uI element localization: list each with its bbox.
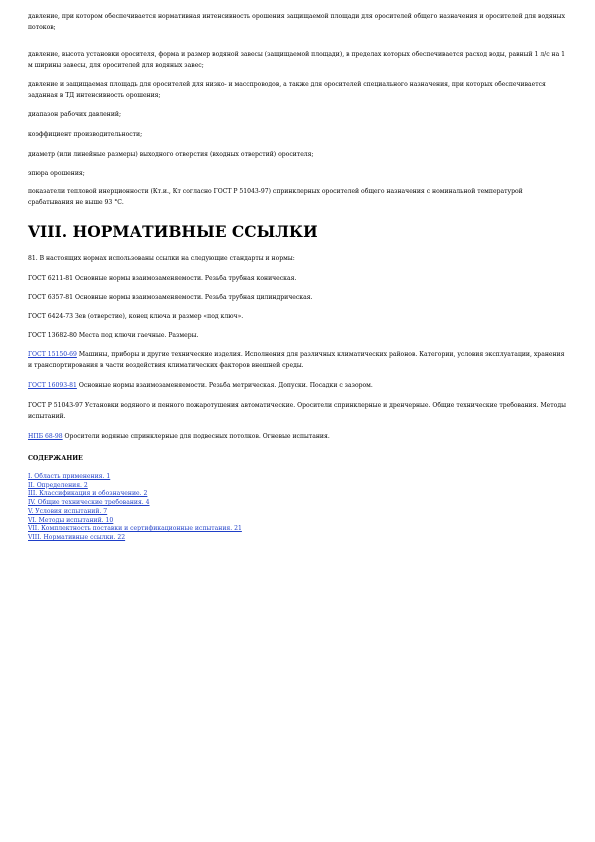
- reference-text: Машины, приборы и другие технические изделия. Исполнения для различных климатических районов. Категории, условия эксплуатации, хранения и транспортирования в части воздействия климатических факторов внешней среды.: [28, 351, 565, 369]
- definition-paragraph: диапазон рабочих давлений;: [28, 111, 121, 118]
- reference-link[interactable]: НПБ 68-98: [28, 433, 63, 440]
- toc-title: СОДЕРЖАНИЕ: [28, 455, 83, 462]
- reference-item: ГОСТ 13682-80 Места под ключи гаечные. Размеры.: [28, 332, 199, 339]
- toc-link[interactable]: II. Определения. 2: [28, 481, 88, 489]
- reference-item: ГОСТ 6357-81 Основные нормы взаимозаменяемости. Резьба трубная цилиндрическая.: [28, 294, 313, 301]
- toc-link[interactable]: V. Условия испытаний. 7: [28, 507, 108, 515]
- toc-link[interactable]: VI. Методы испытаний. 10: [28, 516, 114, 524]
- reference-item: ГОСТ 6211-81 Основные нормы взаимозаменяемости. Резьба трубная коническая.: [28, 275, 297, 282]
- reference-text: Оросители водяные спринклерные для подвесных потолков. Огневые испытания.: [62, 433, 330, 440]
- definition-paragraph: давление и защищаемая площадь для оросителей для низко- и масспроводов, а также для оросителей специального назначения, при которых обеспечивается заданная в ТД интенсивность орошения;: [28, 81, 546, 99]
- toc-link[interactable]: III. Классификация и обозначение. 2: [28, 490, 148, 498]
- references-intro: 81. В настоящих нормах использованы ссылки на следующие стандарты и нормы:: [28, 255, 295, 262]
- toc-link[interactable]: VIII. Нормативные ссылки. 22: [28, 533, 126, 541]
- definition-paragraph: эпюра орошения;: [28, 170, 85, 177]
- reference-link[interactable]: ГОСТ 15150-69: [28, 351, 77, 358]
- reference-item: ГОСТ Р 51043-97 Установки водяного и пенного пожаротушения автоматические. Оросители спринклерные и дренчерные. Общие технические требования. Методы испытаний.: [28, 402, 566, 420]
- definition-paragraph: давление, высота установки оросителя, форма и размер водяной завесы (защищаемой площади), в пределах которых обеспечивается расход воды, равный 1 л/с на 1 м ширины завесы, для оросителей для водяных завес;: [28, 51, 566, 69]
- reference-link[interactable]: ГОСТ 16093-81: [28, 382, 77, 389]
- section-heading: VIII. НОРМАТИВНЫЕ ССЫЛКИ: [28, 222, 318, 241]
- definition-paragraph: показатели тепловой инерционности (Кт.и., Кт согласно ГОСТ Р 51043-97) спринклерных оросителей общего назначения с номинальной температурой срабатывания не выше 93 °С.: [28, 188, 523, 206]
- toc-link[interactable]: IV. Общие технические требования. 4: [28, 499, 150, 507]
- toc-link[interactable]: I. Область применения. 1: [28, 473, 111, 480]
- toc-link[interactable]: VII. Комплектность поставки и сертификационные испытания. 21: [28, 525, 242, 533]
- definition-paragraph: давление, при котором обеспечивается нормативная интенсивность орошения защищаемой площади для оросителей общего назначения и оросителей для водяных потоков;: [28, 13, 566, 31]
- reference-item: ГОСТ 6424-73 Зев (отверстие), конец ключа и размер «под ключ».: [28, 313, 244, 320]
- reference-item: [28, 380, 568, 391]
- reference-item: [28, 431, 568, 442]
- reference-item: [28, 349, 568, 371]
- reference-text: Основные нормы взаимозаменяемости. Резьба метрическая. Допуски. Посадки с зазором.: [76, 382, 373, 389]
- definition-paragraph: коэффициент производительности;: [28, 131, 143, 138]
- table-of-contents: [28, 473, 242, 543]
- definition-paragraph: диаметр (или линейные размеры) выходного отверстия (входных отверстий) оросителя;: [28, 151, 314, 158]
